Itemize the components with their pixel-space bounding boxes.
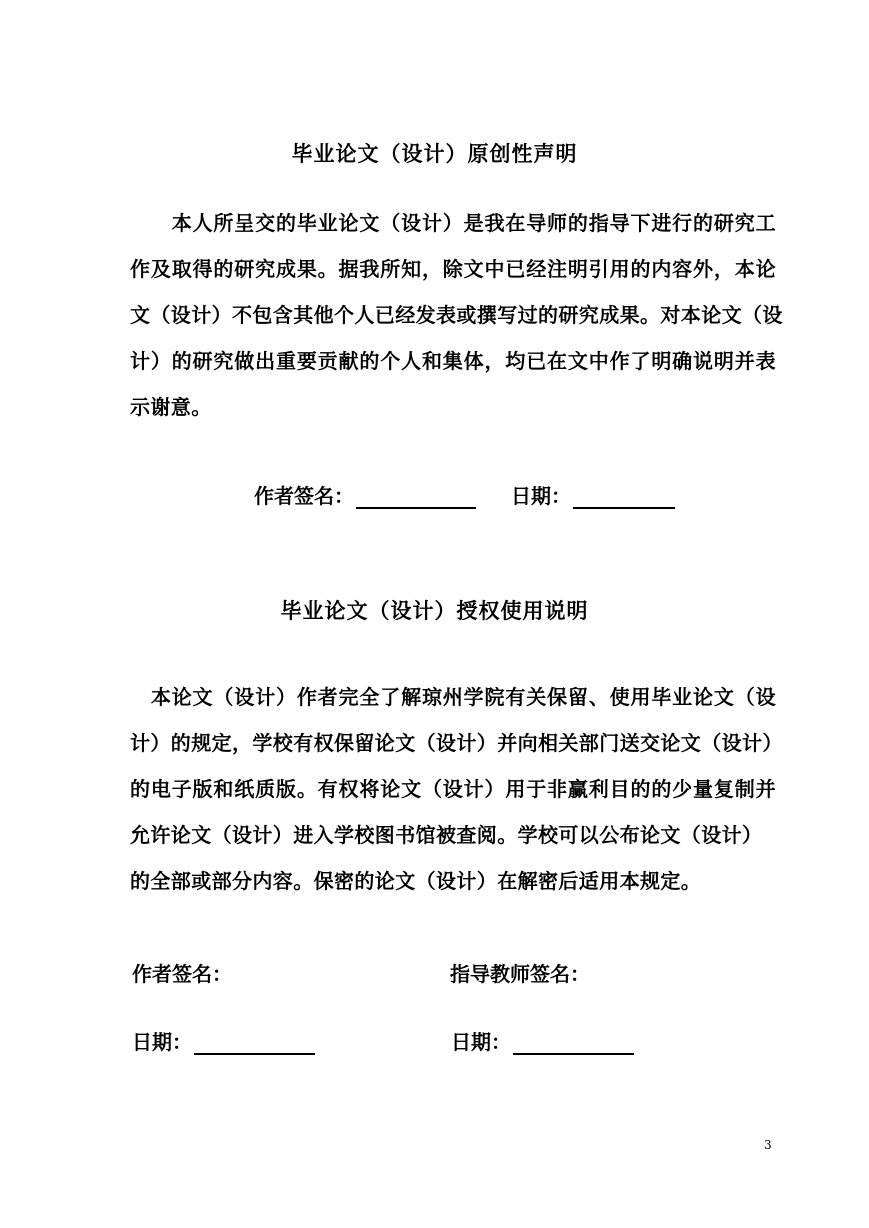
advisor-date-field (451, 1026, 634, 1055)
authorization-author-signature-field (132, 958, 232, 987)
author-signature-label: 作者签名： (254, 484, 354, 508)
declaration-line: 本人所呈交的毕业论文（设计）是我在导师的指导下进行的研究工 (130, 211, 776, 235)
authorization-line: 的电子版和纸质版。有权将论文（设计）用于非赢利目的的少量复制并 (130, 777, 776, 801)
date-blank[interactable] (194, 1033, 315, 1055)
authorization-line: 的全部或部分内容。保密的论文（设计）在解密后适用本规定。 (130, 869, 702, 893)
author-signature-label: 作者签名： (132, 962, 232, 986)
authorization-paragraph (130, 674, 783, 904)
page-number: 3 (764, 1138, 772, 1152)
declaration-author-signature-field (254, 480, 476, 509)
authorization-line: 计）的规定，学校有权保留论文（设计）并向相关部门送交论文（设计） (130, 731, 783, 755)
advisor-signature-label: 指导教师签名： (450, 962, 590, 986)
date-label: 日期： (451, 1030, 511, 1054)
declaration-line: 示谢意。 (130, 395, 212, 419)
advisor-signature-field (450, 958, 590, 987)
declaration-date-field (511, 480, 675, 509)
declaration-line: 文（设计）不包含其他个人已经发表或撰写过的研究成果。对本论文（设 (130, 303, 783, 327)
declaration-title: 毕业论文（设计）原创性声明 (291, 142, 578, 166)
authorization-line: 本论文（设计）作者完全了解琼州学院有关保留、使用毕业论文（设 (130, 685, 776, 709)
date-label: 日期： (132, 1030, 192, 1054)
author-date-field (132, 1026, 315, 1055)
declaration-line: 计）的研究做出重要贡献的个人和集体，均已在文中作了明确说明并表 (130, 349, 776, 373)
date-label: 日期： (511, 484, 571, 508)
authorization-title: 毕业论文（设计）授权使用说明 (280, 599, 589, 623)
declaration-paragraph (130, 200, 783, 430)
date-blank[interactable] (573, 487, 675, 509)
declaration-line: 作及取得的研究成果。据我所知，除文中已经注明引用的内容外，本论 (130, 257, 776, 281)
author-signature-blank[interactable] (356, 487, 476, 509)
date-blank[interactable] (513, 1033, 634, 1055)
authorization-line: 允许论文（设计）进入学校图书馆被查阅。学校可以公布论文（设计） (130, 823, 763, 847)
